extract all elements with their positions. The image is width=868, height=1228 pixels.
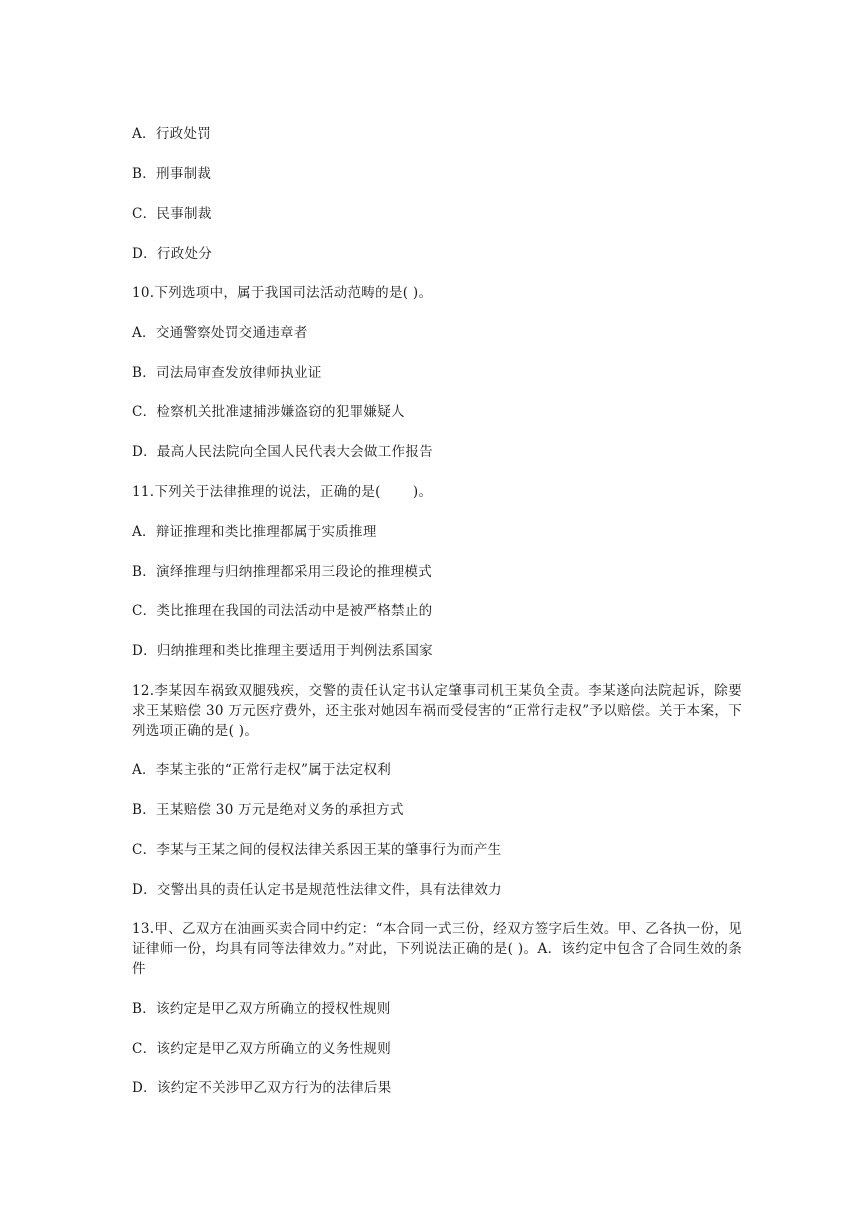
q11-option-c: C．类比推理在我国的司法活动中是被严格禁止的 xyxy=(132,603,433,619)
q12-option-c: C．李某与王某之间的侵权法律关系因王某的肇事行为而产生 xyxy=(132,842,502,858)
q11-option-a: A．辩证推理和类比推理都属于实质推理 xyxy=(132,524,377,540)
q9-option-c: C．民事制裁 xyxy=(132,206,212,222)
q9-option-b: B．刑事制裁 xyxy=(132,166,212,182)
q13-option-c: C．该约定是甲乙双方所确立的义务性规则 xyxy=(132,1041,392,1057)
q9-option-a: A．行政处罚 xyxy=(132,126,212,142)
q10-option-c: C．检察机关批准逮捕涉嫌盗窃的犯罪嫌疑人 xyxy=(132,404,405,420)
q10-option-a: A．交通警察处罚交通违章者 xyxy=(132,325,308,341)
q12-option-a: A．李某主张的“正常行走权”属于法定权利 xyxy=(132,762,392,778)
q11-stem: 11.下列关于法律推理的说法，正确的是( )。 xyxy=(132,484,433,500)
q13-stem: 13.甲、乙双方在油画买卖合同中约定：“本合同一式三份，经双方签字后生效。甲、乙各执一份，见证律师一份，均具有同等法律效力。”对此，下列说法正确的是( )。A．该约定中包含了合同生效的条件 xyxy=(132,921,742,977)
q11-option-b: B．演绎推理与归纳推理都采用三段论的推理模式 xyxy=(132,564,433,580)
q9-option-d: D．行政处分 xyxy=(132,246,213,262)
q12-option-b: B．王某赔偿 30 万元是绝对义务的承担方式 xyxy=(132,802,404,818)
q10-option-d: D．最高人民法院向全国人民代表大会做工作报告 xyxy=(132,444,433,460)
q12-option-d: D．交警出具的责任认定书是规范性法律文件，具有法律效力 xyxy=(132,882,502,898)
q10-option-b: B．司法局审查发放律师执业证 xyxy=(132,365,322,381)
q13-option-d: D．该约定不关涉甲乙双方行为的法律后果 xyxy=(132,1080,392,1096)
q11-option-d: D．归纳推理和类比推理主要适用于判例法系国家 xyxy=(132,643,433,659)
q13-option-b: B．该约定是甲乙双方所确立的授权性规则 xyxy=(132,1001,391,1017)
q10-stem: 10.下列选项中，属于我国司法活动范畴的是( )。 xyxy=(132,285,433,301)
q12-stem: 12.李某因车祸致双腿残疾，交警的责任认定书认定肇事司机王某负全责。李某遂向法院起诉，除要求王某赔偿 30 万元医疗费外，还主张对她因车祸而受侵害的“正常行走权”予以赔偿。关于本案，下列选项正确的是( )。 xyxy=(132,683,742,739)
